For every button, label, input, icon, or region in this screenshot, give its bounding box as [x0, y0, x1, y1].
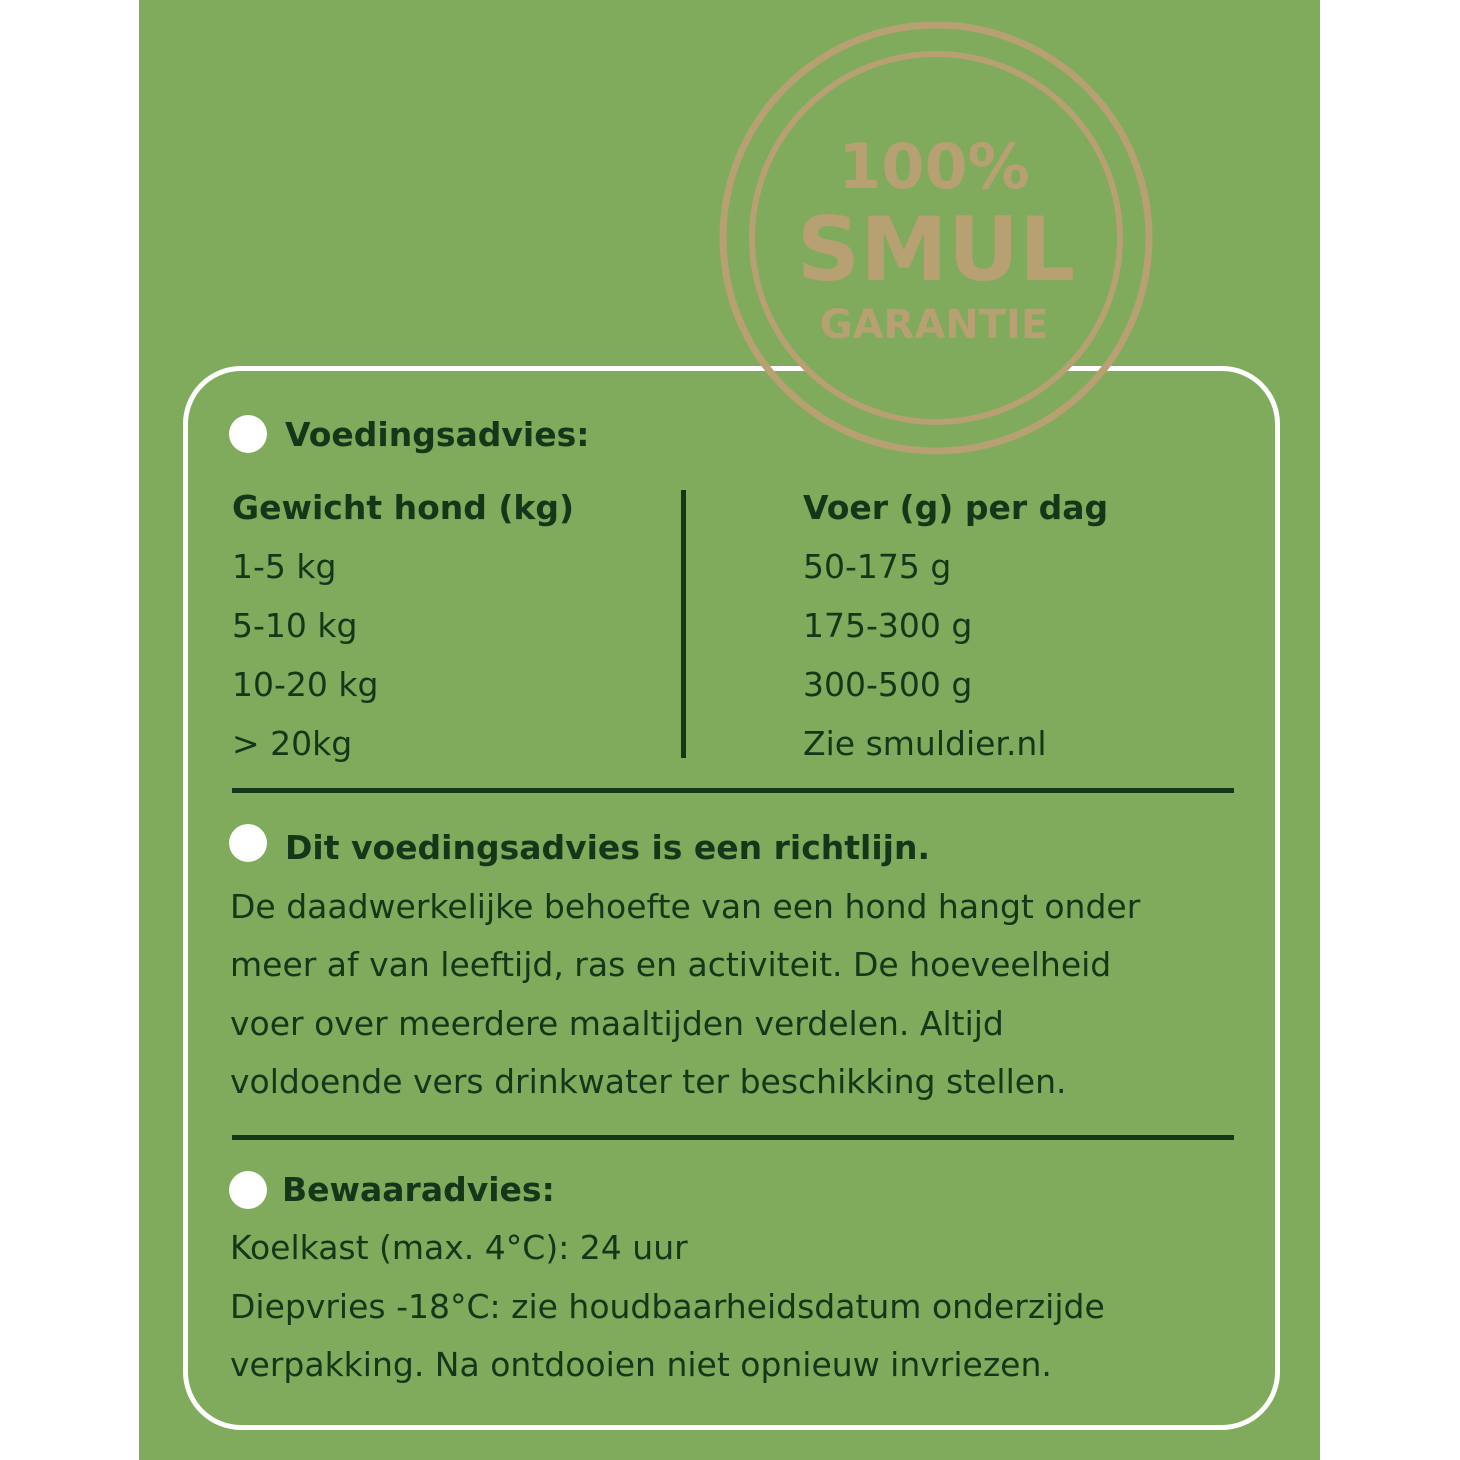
storage-heading: Bewaaradvies:	[282, 1170, 555, 1209]
guideline-heading: Dit voedingsadvies is een richtlijn.	[285, 828, 931, 867]
smul-garantie-stamp	[716, 18, 1156, 458]
food-column-header: Voer (g) per dag	[803, 488, 1109, 527]
guideline-line: voldoende vers drinkwater ter beschikking stellen.	[230, 1062, 1067, 1101]
table-row-weight: 10-20 kg	[232, 665, 379, 704]
guideline-line: De daadwerkelijke behoefte van een hond hangt onder	[230, 887, 1141, 926]
bullet-icon	[229, 415, 267, 453]
weight-column-header: Gewicht hond (kg)	[232, 488, 575, 527]
stamp-line2: SMUL	[796, 198, 1076, 301]
table-row-food: 175-300 g	[803, 606, 973, 645]
storage-line: Diepvries -18°C: zie houdbaarheidsdatum onderzijde	[230, 1287, 1105, 1326]
table-row-weight: > 20kg	[232, 724, 353, 763]
stamp-line3: GARANTIE	[819, 302, 1049, 348]
guideline-line: voer over meerdere maaltijden verdelen. Altijd	[230, 1004, 1004, 1043]
storage-line: verpakking. Na ontdooien niet opnieuw invriezen.	[230, 1345, 1052, 1384]
table-row-weight: 5-10 kg	[232, 606, 358, 645]
table-row-food: Zie smuldier.nl	[803, 724, 1047, 763]
storage-line: Koelkast (max. 4°C): 24 uur	[230, 1228, 688, 1267]
guideline-line: meer af van leeftijd, ras en activiteit. De hoeveelheid	[230, 945, 1112, 984]
section-divider	[232, 788, 1234, 793]
bullet-icon	[229, 824, 267, 862]
section-divider	[232, 1135, 1234, 1140]
table-row-food: 300-500 g	[803, 665, 973, 704]
table-row-food: 50-175 g	[803, 547, 952, 586]
column-divider	[681, 490, 686, 758]
stamp-line1: 100%	[838, 130, 1030, 203]
feeding-heading: Voedingsadvies:	[285, 415, 590, 454]
table-row-weight: 1-5 kg	[232, 547, 337, 586]
bullet-icon	[229, 1171, 267, 1209]
